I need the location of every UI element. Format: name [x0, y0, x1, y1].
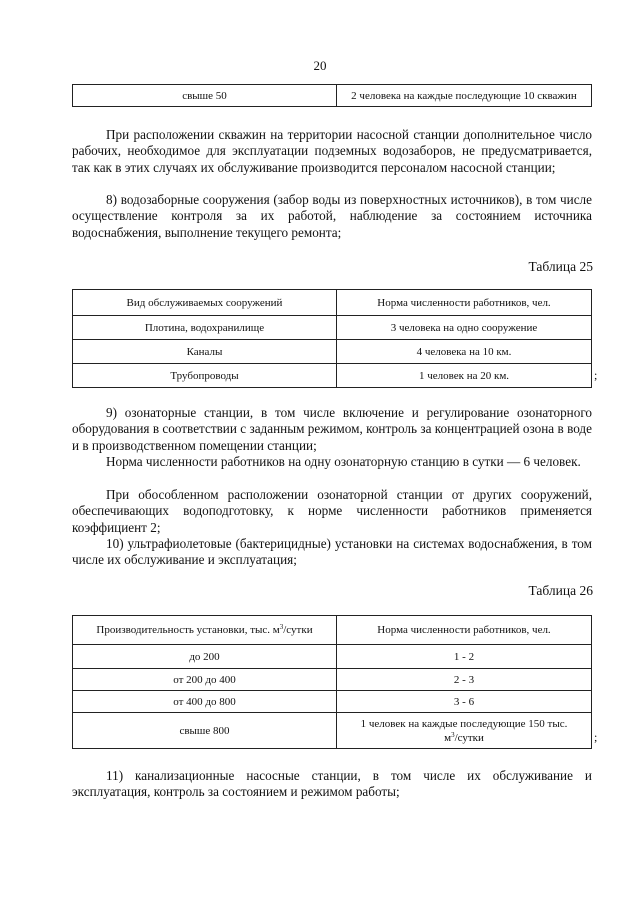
- table-row: [73, 691, 592, 713]
- table-row: [73, 645, 592, 669]
- table-25-caption: Таблица 25: [528, 259, 593, 274]
- table-cell: [337, 713, 592, 749]
- paragraph-ozonation-coefficient: [72, 487, 592, 536]
- table-25-trailing-semicolon: ;: [594, 368, 598, 382]
- table-26: [72, 615, 592, 749]
- header-text: Производительность установки, тыс. м: [96, 624, 280, 636]
- paragraph-text: 10) ультрафиолетовые (бактерицидные) установки на системах водоснабжения, в том числе их обслуживание и эксплуатация;: [72, 536, 592, 568]
- table-row: [73, 713, 592, 749]
- cell-text: /сутки: [454, 731, 484, 744]
- paragraph-text: 8) водозаборные сооружения (забор воды из поверхностных источников), в том числе осуществление контроля за их работой, наблюдение за состоянием источника водоснабжения, выполнение текущего ремонта;: [72, 192, 592, 240]
- cell-text: 1 человек на каждые последующие 150 тыс.: [360, 717, 568, 730]
- paragraph-uv-units: [72, 536, 592, 569]
- cell-text: м: [444, 731, 452, 744]
- table-row: [73, 85, 592, 107]
- table-25: [72, 289, 592, 388]
- table-cell: от 400 до 800: [73, 691, 337, 713]
- table-cell: свыше 50: [73, 85, 337, 107]
- table-header-cell: Вид обслуживаемых сооружений: [73, 290, 337, 316]
- table-cell: 3 человека на одно сооружение: [337, 316, 592, 340]
- table-cell: Плотина, водохранилище: [73, 316, 337, 340]
- paragraph-text: 9) озонаторные станции, в том числе включение и регулирование озонаторного оборудования в соответствии с заданным режимом, контроль за концентрацией озона в воде и в производственном помещении станции;: [72, 405, 592, 453]
- table-header-row: [73, 290, 592, 316]
- table-row: [73, 669, 592, 691]
- table-cell: 4 человека на 10 км.: [337, 340, 592, 364]
- paragraph-pumping-personnel: [72, 127, 592, 176]
- table-cell: Каналы: [73, 340, 337, 364]
- table-26-caption: Таблица 26: [528, 583, 593, 598]
- table-header-cell: Норма численности работников, чел.: [337, 290, 592, 316]
- paragraph-text: При обособленном расположении озонаторной станции от других сооружений, обеспечивающих водоподготовку, к норме численности работников применяется коэффициент 2;: [72, 487, 592, 535]
- table-cell: свыше 800: [73, 713, 337, 749]
- paragraph-ozonation-norm: [72, 454, 592, 470]
- table-row: [73, 316, 592, 340]
- table-header-cell: Норма численности работников, чел.: [337, 616, 592, 645]
- table-row: [73, 364, 592, 388]
- table-cell: Трубопроводы: [73, 364, 337, 388]
- page-number: 20: [313, 58, 327, 73]
- table-cell: 2 человека на каждые последующие 10 скважин: [337, 85, 592, 107]
- table-cell: 1 - 2: [337, 645, 592, 669]
- table-cell: от 200 до 400: [73, 669, 337, 691]
- header-text: /сутки: [283, 624, 313, 636]
- paragraph-ozonation: [72, 405, 592, 454]
- table-cell: до 200: [73, 645, 337, 669]
- paragraph-sewage-pumping: [72, 768, 592, 801]
- table-cell: 2 - 3: [337, 669, 592, 691]
- superscript: 3: [451, 730, 455, 739]
- superscript: 3: [279, 623, 284, 631]
- table-cell: 3 - 6: [337, 691, 592, 713]
- table-cell: 1 человек на 20 км.: [337, 364, 592, 388]
- top-table: [72, 84, 592, 107]
- paragraph-text: При расположении скважин на территории насосной станции дополнительное число рабочих, необходимое для эксплуатации подземных водозаборов, не предусматривается, так как в этих случаях их обслуживание производится персоналом насосной станции;: [72, 127, 592, 175]
- paragraph-text: Норма численности работников на одну озонаторную станцию в сутки — 6 человек.: [106, 454, 581, 469]
- table-26-trailing-semicolon: ;: [594, 730, 598, 744]
- table-header-row: [73, 616, 592, 645]
- paragraph-text: 11) канализационные насосные станции, в том числе их обслуживание и эксплуатация, контроль за состоянием и режимом работы;: [72, 768, 592, 800]
- table-header-cell: [73, 616, 337, 645]
- table-row: [73, 340, 592, 364]
- paragraph-water-intake: [72, 192, 592, 241]
